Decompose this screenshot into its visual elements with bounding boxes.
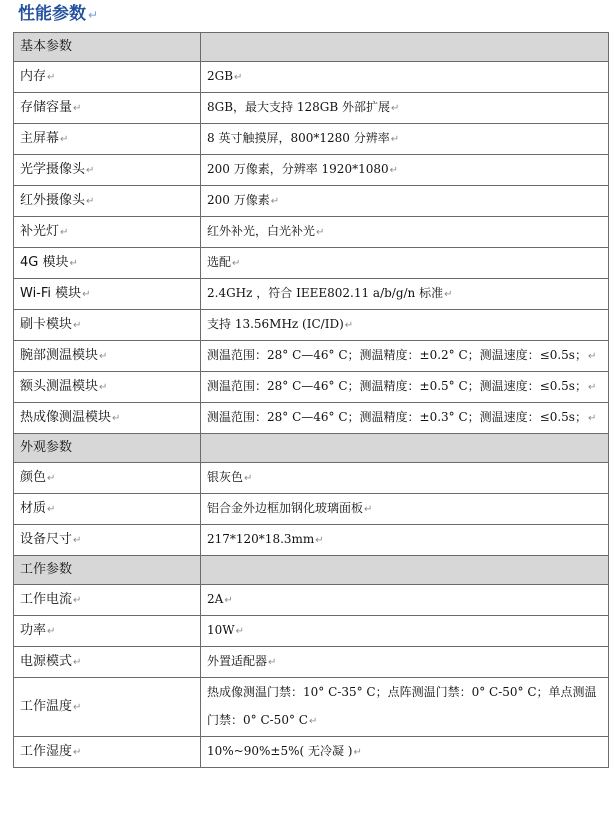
- param-value: 2.4GHz ，符合 IEEE802.11 a/b/g/n 标准: [207, 286, 444, 300]
- param-name-cell: [14, 494, 201, 525]
- param-value: 银灰色: [207, 470, 244, 484]
- paragraph-mark-icon: ↵: [99, 381, 108, 393]
- param-name-cell: [14, 372, 201, 403]
- param-value: 热成像测温门禁：10° C-35° C；点阵测温门禁：0° C-50° C；单点测温门禁：0° C-50° C: [207, 685, 597, 727]
- param-name: Wi-Fi 模块: [20, 285, 82, 301]
- param-value-cell: [201, 525, 609, 556]
- page-title: [18, 2, 98, 26]
- param-value-cell: [201, 217, 609, 248]
- param-name-cell: [14, 678, 201, 737]
- paragraph-mark-icon: ↵: [232, 258, 241, 269]
- table-row: [14, 463, 609, 494]
- param-value: 10W: [207, 623, 235, 637]
- param-name-cell: [14, 279, 201, 310]
- param-name: 工作温度: [20, 698, 73, 714]
- param-name: 主屏幕: [20, 130, 60, 146]
- paragraph-mark-icon: ↵: [47, 472, 56, 484]
- param-name: 颜色: [20, 469, 47, 485]
- param-name-cell: [14, 124, 201, 155]
- table-row: [14, 310, 609, 341]
- param-value: 10%~90%±5%( 无冷凝 ): [207, 744, 353, 758]
- param-value: 2A: [207, 592, 224, 606]
- table-row: [14, 248, 609, 279]
- table-row: [14, 737, 609, 768]
- param-value-cell: [201, 310, 609, 341]
- param-name: 工作湿度: [20, 743, 73, 759]
- paragraph-mark-icon: ↵: [364, 504, 373, 515]
- param-name: 额头测温模块: [20, 378, 99, 394]
- section-title: 基本参数: [20, 39, 73, 54]
- table-row: [14, 372, 609, 403]
- paragraph-mark-icon: ↵: [268, 657, 277, 668]
- table-row: [14, 403, 609, 434]
- section-empty-cell: [201, 556, 609, 585]
- param-value: 8 英寸触摸屏，800*1280 分辨率: [207, 131, 390, 145]
- param-value: 红外补光，白光补光: [207, 224, 316, 238]
- param-value: 217*120*18.3mm: [207, 532, 315, 546]
- page-title-text: 性能参数: [18, 4, 86, 24]
- section-empty-cell: [201, 33, 609, 62]
- param-name: 补光灯: [20, 223, 60, 239]
- paragraph-mark-icon: ↵: [47, 625, 56, 637]
- table-row: [14, 93, 609, 124]
- table-row: [14, 616, 609, 647]
- paragraph-mark-icon: ↵: [73, 319, 82, 331]
- paragraph-mark-icon: ↵: [73, 102, 82, 114]
- table-row: [14, 585, 609, 616]
- paragraph-mark-icon: ↵: [234, 72, 243, 83]
- paragraph-mark-icon: ↵: [353, 747, 362, 758]
- param-name-cell: [14, 310, 201, 341]
- table-row: [14, 678, 609, 737]
- param-value-cell: [201, 372, 609, 403]
- param-name: 存储容量: [20, 99, 73, 115]
- table-row: [14, 62, 609, 93]
- param-name-cell: [14, 248, 201, 279]
- param-value-cell: [201, 124, 609, 155]
- param-value: 2GB: [207, 69, 234, 83]
- param-value-cell: [201, 341, 609, 372]
- paragraph-mark-icon: ↵: [82, 288, 91, 300]
- param-name-cell: [14, 647, 201, 678]
- table-row: [14, 525, 609, 556]
- paragraph-mark-icon: ↵: [244, 473, 253, 484]
- section-title-cell: [14, 33, 201, 62]
- param-value: 200 万像素: [207, 193, 270, 207]
- param-name-cell: [14, 463, 201, 494]
- section-header-row: [14, 33, 609, 62]
- section-header-row: [14, 434, 609, 463]
- param-value-cell: [201, 737, 609, 768]
- param-name-cell: [14, 155, 201, 186]
- paragraph-mark-icon: ↵: [390, 103, 400, 114]
- param-value-cell: [201, 155, 609, 186]
- paragraph-mark-icon: ↵: [390, 134, 400, 145]
- param-name-cell: [14, 403, 201, 434]
- param-value-cell: [201, 678, 609, 737]
- param-value: 8GB，最大支持 128GB 外部扩展: [207, 100, 390, 114]
- section-empty-cell: [201, 434, 609, 463]
- param-name-cell: [14, 616, 201, 647]
- param-value-cell: [201, 279, 609, 310]
- paragraph-mark-icon: ↵: [112, 412, 121, 424]
- param-value: 200 万像素，分辨率 1920*1080: [207, 162, 389, 176]
- section-header-row: [14, 556, 609, 585]
- param-name: 4G 模块: [20, 254, 69, 270]
- param-value-cell: [201, 93, 609, 124]
- param-name: 功率: [20, 622, 47, 638]
- param-name-cell: [14, 186, 201, 217]
- paragraph-mark-icon: ↵: [60, 226, 69, 238]
- paragraph-mark-icon: ↵: [73, 656, 82, 668]
- param-value-cell: [201, 616, 609, 647]
- table-row: [14, 494, 609, 525]
- paragraph-mark-icon: ↵: [86, 164, 95, 176]
- table-row: [14, 647, 609, 678]
- param-name-cell: [14, 341, 201, 372]
- param-value: 测温范围：28° C—46° C；测温精度：±0.2° C；测温速度：≤0.5s；: [207, 348, 587, 362]
- param-name-cell: [14, 217, 201, 248]
- paragraph-mark-icon: ↵: [444, 289, 453, 300]
- param-value: 测温范围：28° C—46° C；测温精度：±0.3° C；测温速度：≤0.5s；: [207, 410, 587, 424]
- spec-table: [13, 32, 609, 768]
- paragraph-mark-icon: ↵: [389, 165, 399, 176]
- paragraph-mark-icon: ↵: [235, 626, 244, 637]
- param-value: 测温范围：28° C—46° C；测温精度：±0.5° C；测温速度：≤0.5s；: [207, 379, 587, 393]
- paragraph-mark-icon: ↵: [587, 351, 597, 362]
- param-name: 光学摄像头: [20, 161, 86, 177]
- section-title-cell: [14, 556, 201, 585]
- section-title-cell: [14, 434, 201, 463]
- param-value-cell: [201, 248, 609, 279]
- param-name-cell: [14, 585, 201, 616]
- paragraph-mark-icon: ↵: [73, 701, 82, 713]
- paragraph-mark-icon: ↵: [73, 534, 82, 546]
- table-row: [14, 124, 609, 155]
- param-value-cell: [201, 647, 609, 678]
- param-name: 材质: [20, 500, 47, 516]
- param-name: 工作电流: [20, 591, 73, 607]
- param-name: 热成像测温模块: [20, 409, 112, 425]
- paragraph-mark-icon: ↵: [224, 595, 233, 606]
- param-name: 腕部测温模块: [20, 347, 99, 363]
- paragraph-mark-icon: ↵: [47, 503, 56, 515]
- spec-table-body: [14, 33, 609, 768]
- paragraph-mark-icon: ↵: [60, 133, 69, 145]
- paragraph-mark-icon: ↵: [587, 382, 597, 393]
- paragraph-mark-icon: ↵: [270, 196, 280, 207]
- param-value-cell: [201, 403, 609, 434]
- table-row: [14, 186, 609, 217]
- paragraph-mark-icon: ↵: [47, 71, 56, 83]
- param-name-cell: [14, 62, 201, 93]
- table-row: [14, 155, 609, 186]
- paragraph-mark-icon: ↵: [308, 716, 318, 727]
- section-title: 外观参数: [20, 440, 73, 455]
- paragraph-mark-icon: ↵: [69, 257, 78, 269]
- paragraph-mark-icon: ↵: [86, 195, 95, 207]
- param-value-cell: [201, 494, 609, 525]
- param-name: 内存: [20, 68, 47, 84]
- paragraph-mark-icon: ↵: [73, 594, 82, 606]
- param-name: 设备尺寸: [20, 531, 73, 547]
- table-row: [14, 217, 609, 248]
- paragraph-mark-icon: ↵: [99, 350, 108, 362]
- paragraph-mark-icon: ↵: [587, 413, 597, 424]
- param-name-cell: [14, 525, 201, 556]
- paragraph-mark-icon: ↵: [316, 227, 325, 238]
- table-row: [14, 341, 609, 372]
- paragraph-mark-icon: ↵: [88, 8, 99, 22]
- param-value: 铝合金外边框加钢化玻璃面板: [207, 501, 364, 515]
- param-value-cell: [201, 585, 609, 616]
- param-name: 红外摄像头: [20, 192, 86, 208]
- table-row: [14, 279, 609, 310]
- param-value: 外置适配器: [207, 654, 268, 668]
- param-value-cell: [201, 186, 609, 217]
- param-name-cell: [14, 737, 201, 768]
- paragraph-mark-icon: ↵: [344, 320, 354, 331]
- param-value-cell: [201, 463, 609, 494]
- param-value: 选配: [207, 255, 232, 269]
- param-name: 刷卡模块: [20, 316, 73, 332]
- section-title: 工作参数: [20, 562, 73, 577]
- paragraph-mark-icon: ↵: [315, 535, 324, 546]
- param-value-cell: [201, 62, 609, 93]
- param-name-cell: [14, 93, 201, 124]
- param-name: 电源模式: [20, 653, 73, 669]
- paragraph-mark-icon: ↵: [73, 746, 82, 758]
- param-value: 支持 13.56MHz (IC/ID): [207, 317, 344, 331]
